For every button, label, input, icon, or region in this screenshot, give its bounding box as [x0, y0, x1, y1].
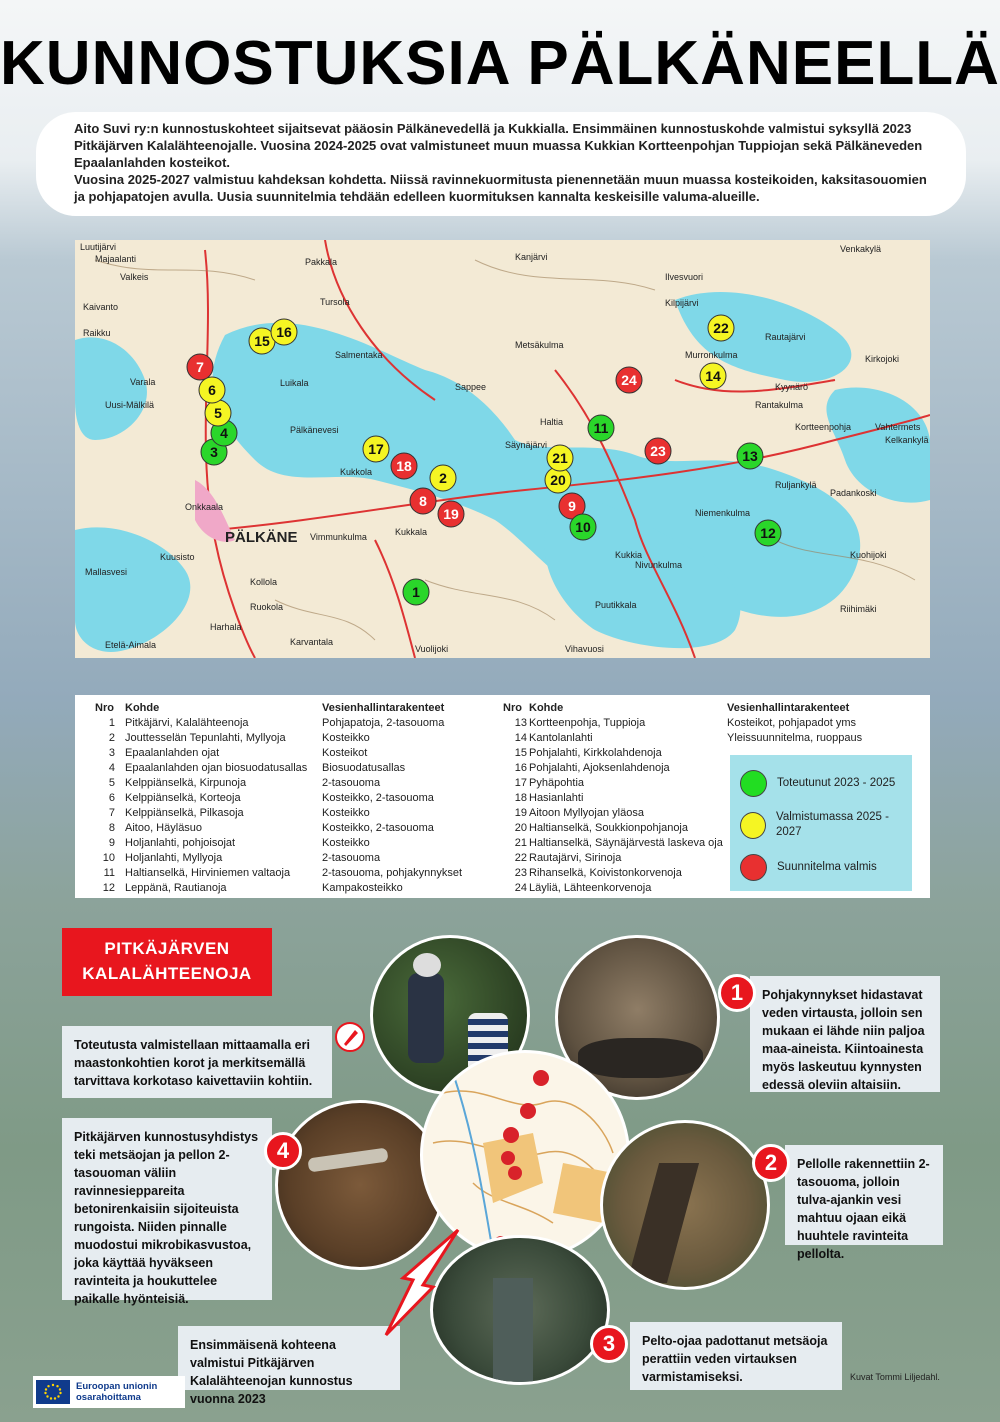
map-place-label: Ruljankylä — [775, 480, 817, 490]
map-marker-6[interactable] — [199, 377, 225, 403]
map-place-label: Puutikkala — [595, 600, 637, 610]
map-marker-number: 3 — [210, 444, 218, 460]
map-marker-number: 14 — [705, 368, 721, 384]
map-marker-number: 13 — [742, 448, 758, 464]
card-item-2 — [785, 1145, 943, 1261]
map-place-label: Ruokola — [250, 602, 284, 612]
map-place-label: Metsäkulma — [515, 340, 564, 350]
map-place-label: Vihavuosi — [565, 644, 604, 654]
map-marker-24[interactable] — [616, 367, 642, 393]
map-marker-number: 22 — [713, 320, 729, 336]
table-cell-kohde: Pohjalahti, Ajoksenlahdenoja — [529, 762, 670, 774]
map-place-label: Kukkia — [615, 550, 643, 560]
card-item-4 — [62, 1118, 272, 1306]
map-place-label: Kirkojoki — [865, 354, 900, 364]
map-marker-number: 21 — [552, 450, 568, 466]
eu-flag-icon — [36, 1380, 70, 1404]
map-place-label: Venkakylä — [840, 244, 882, 254]
map-place-label: Sappee — [455, 382, 487, 392]
table-cell-nro: 19 — [514, 807, 527, 819]
map-place-label: Vimmunkulma — [310, 532, 367, 542]
intro-paragraph-2: Vuosina 2025-2027 valmistuu kahdeksan kohdetta. Niissä ravinnekuormitusta pienennetään muun muassa kosteikoiden, kaksitasouomien ja pohjapatojen avulla. Uusia suunnitelmia tehdään edelleen kuormituksen kannalta keskeisille valuma-alueille. — [74, 172, 927, 204]
table-left-nro-col — [95, 701, 115, 896]
map-marker-16[interactable] — [271, 319, 297, 345]
eu-line2: osarahoittama — [76, 1392, 141, 1403]
map-place-label: Majaalanti — [95, 254, 137, 264]
map-place-label: Kortteenpohja — [795, 422, 852, 432]
eu-line1: Euroopan unionin — [76, 1381, 158, 1392]
table-cell-rakenne: Kosteikot — [322, 747, 368, 759]
map-marker-number: 16 — [276, 324, 292, 340]
table-cell-nro: 22 — [514, 852, 527, 864]
map-place-label: Harhala — [210, 622, 242, 632]
item1-text: Pohjakynnykset hidastavat veden virtausta, jolloin sen mukaan ei lähde niin paljoa maa-aineista. Kiintoainesta myös laskeutuu kynnysten edessä oleviin altaisiin. — [762, 988, 925, 1092]
legend-item-done — [740, 767, 895, 799]
feature-title-tag — [62, 928, 272, 996]
table-left-rakenne-col — [322, 701, 502, 896]
item2-text: Pellolle rakennettiin 2-tasouoma, jolloin tulva-ajankin vesi mahtuu ojaan eikä huuhtele ravinteita pellolta. — [797, 1157, 930, 1261]
map-place-label: Padankoski — [830, 488, 877, 498]
map-place-label: Vuolijoki — [415, 644, 449, 654]
map-marker-23[interactable] — [645, 438, 671, 464]
map-place-label: Onkkaala — [185, 502, 224, 512]
legend-dot-yellow — [740, 812, 766, 839]
table-cell-rakenne: Kosteikko — [322, 807, 370, 819]
feature-title-line1: PITKÄJÄRVEN — [104, 939, 230, 958]
card-item-3 — [630, 1322, 842, 1390]
table-cell-nro: 17 — [514, 777, 527, 789]
map-marker-number: 2 — [439, 470, 447, 486]
eu-text — [76, 1381, 157, 1403]
map-place-label: Kuohijoki — [850, 550, 887, 560]
intro-paragraph-1: Aito Suvi ry:n kunnostuskohteet sijaitsevat pääosin Pälkänevedellä ja Kukkialla. Ensimmäinen kunnostuskohde valmistui syksyllä 2023 Pitkäjärven Kalalähteenojalle. Vuosina 2024-2025 ovat valmistuneet muun muassa Kukkian Kortteenpohjan Tuppiojan sekä Pälkäneveden Epaalanlahden kosteikot. — [74, 121, 923, 170]
map-place-label: Kanjärvi — [515, 252, 548, 262]
pen-icon — [335, 1022, 365, 1052]
table-cell-rakenne: 2-tasouoma — [322, 777, 381, 789]
map-place-label: Kyynärö — [775, 382, 809, 392]
log-shape — [307, 1148, 388, 1173]
map-place-label: Tursola — [320, 297, 350, 307]
table-cell-rakenne: Kosteikot, pohjapadot yms — [727, 717, 857, 729]
map-marker-number: 18 — [396, 458, 412, 474]
table-cell-rakenne: Kosteikko — [322, 837, 370, 849]
map-place-label: Haltia — [540, 417, 564, 427]
map-marker-2[interactable] — [430, 465, 456, 491]
table-cell-kohde: Leppänä, Rautianoja — [125, 882, 227, 894]
map-marker-number: 23 — [650, 443, 666, 459]
eu-stars — [36, 1380, 70, 1404]
table-cell-nro: 18 — [514, 792, 527, 804]
map-marker-5[interactable] — [205, 400, 231, 426]
map-marker-number: 6 — [208, 382, 216, 398]
table-cell-nro: 2 — [108, 732, 115, 744]
table-cell-kohde: Kelppiänselkä, Kirpunoja — [125, 777, 247, 789]
page-title: KUNNOSTUKSIA PÄLKÄNEELLÄ — [0, 29, 1000, 98]
map-place-label: Luutijärvi — [80, 242, 117, 252]
person-figure — [408, 973, 444, 1063]
table-header-kohde-2: Kohde — [529, 702, 564, 714]
table-header-nro: Nro — [95, 702, 114, 714]
map-place-label: Nivunkulma — [635, 560, 683, 570]
map-place-label: Säynäjärvi — [505, 440, 548, 450]
map-marker-22[interactable] — [708, 315, 734, 341]
detail-marker-4 — [501, 1151, 515, 1165]
map-place-label: Kuusisto — [160, 552, 195, 562]
map-marker-number: 4 — [220, 425, 228, 441]
channel-shape — [627, 1163, 699, 1283]
map-place-label: Kelkankylä — [885, 435, 929, 445]
table-cell-nro: 15 — [514, 747, 527, 759]
legend-item-planned — [740, 851, 877, 883]
table-cell-kohde: Jouttesselän Tepunlahti, Myllyoja — [125, 732, 286, 744]
map-place-label: Niemenkulma — [695, 508, 751, 518]
site-table — [75, 695, 930, 898]
table-cell-nro: 12 — [102, 882, 115, 894]
table-cell-nro: 11 — [103, 867, 115, 879]
map-place-label: Luikala — [280, 378, 309, 388]
site-map — [75, 240, 930, 658]
table-cell-kohde: Epaalanlahden ojat — [125, 747, 220, 759]
map-marker-11[interactable] — [588, 415, 614, 441]
table-cell-nro: 23 — [514, 867, 527, 879]
table-cell-kohde: Hasianlahti — [529, 792, 584, 804]
map-svg — [75, 240, 930, 658]
map-marker-number: 7 — [196, 359, 204, 375]
table-cell-kohde: Kantolanlahti — [529, 732, 593, 744]
legend-label: Valmistumassa 2025 - 2027 — [776, 811, 889, 838]
table-cell-rakenne: 2-tasouoma — [322, 852, 381, 864]
map-marker-number: 20 — [550, 472, 566, 488]
badge-4: 4 — [264, 1132, 302, 1170]
map-place-label: Raikku — [83, 328, 111, 338]
map-place-label: Kollola — [250, 577, 278, 587]
table-left-kohde-col — [125, 701, 325, 896]
map-marker-number: 17 — [368, 441, 384, 457]
badge-1: 1 — [718, 974, 756, 1012]
table-cell-rakenne: Kosteikko, 2-tasouoma — [322, 792, 434, 804]
table-cell-kohde: Läyliä, Lähteenkorvenoja — [529, 882, 652, 894]
table-cell-kohde: Holjanlahti, pohjoisojat — [125, 837, 236, 849]
item4-text: Pitkäjärven kunnostusyhdistys teki metsäojan ja pellon 2-tasouoman väliin ravinnesieppareita betonirenkaisiin sijoiteuista rungoista. Niiden pinnalle muodostui mikrobikasvustoa, joka käyttää hyväkseen ravinteita ja houkuttelee paikalle hyönteisiä. — [74, 1130, 259, 1306]
status-legend — [730, 755, 912, 891]
table-cell-kohde: Haltianselkä, Hirviniemen valtaoja — [125, 867, 291, 879]
table-cell-rakenne: Kosteikko — [322, 732, 370, 744]
table-cell-nro: 10 — [102, 852, 115, 864]
detail-marker-1 — [503, 1127, 519, 1143]
map-marker-number: 8 — [419, 493, 427, 509]
map-place-label: Ilvesvuori — [665, 272, 704, 282]
map-place-label: Etelä-Aimala — [105, 640, 157, 650]
table-cell-nro: 4 — [108, 762, 115, 774]
map-marker-number: 11 — [593, 420, 609, 436]
map-marker-number: 9 — [568, 498, 576, 514]
water-pool — [578, 1038, 703, 1078]
map-place-label: Varala — [130, 377, 156, 387]
map-place-label: Pakkala — [305, 257, 338, 267]
table-cell-kohde: Haltianselkä, Soukkionpohjanoja — [529, 822, 688, 834]
table-header-rakenne-2: Vesienhallintarakenteet — [727, 702, 850, 714]
feature-title-line2: KALALÄHTEENOJA — [82, 964, 252, 983]
map-marker-number: 15 — [254, 333, 270, 349]
map-place-label: PÄLKÄNE — [225, 529, 298, 546]
map-marker-number: 12 — [760, 525, 776, 541]
map-marker-7[interactable] — [187, 354, 213, 380]
table-cell-kohde: Aitoo, Häyläsuo — [125, 822, 203, 834]
item3-text: Pelto-ojaa padottanut metsäoja perattiin veden virtauksen varmistamiseksi. — [642, 1334, 828, 1384]
legend-label: Toteutunut 2023 - 2025 — [777, 776, 896, 789]
table-cell-nro: 20 — [514, 822, 527, 834]
card-first-site — [178, 1326, 400, 1406]
table-cell-nro: 6 — [108, 792, 115, 804]
map-marker-19[interactable] — [438, 501, 464, 527]
table-cell-kohde: Pitkäjärvi, Kalalähteenoja — [125, 717, 249, 729]
badge-2: 2 — [752, 1144, 790, 1182]
ditch-water — [493, 1278, 533, 1385]
table-cell-nro: 14 — [514, 732, 527, 744]
table-cell-rakenne: 2-tasouoma, pohjakynnykset — [322, 867, 463, 879]
detail-marker-2 — [508, 1166, 522, 1180]
table-cell-nro: 5 — [108, 777, 115, 789]
detail-marker-1 — [533, 1070, 549, 1086]
table-cell-rakenne: Pohjapatoja, 2-tasouoma — [322, 717, 445, 729]
table-cell-nro: 7 — [108, 807, 115, 819]
map-marker-17[interactable] — [363, 436, 389, 462]
table-cell-nro: 13 — [514, 717, 527, 729]
map-place-label: Valkeis — [120, 272, 149, 282]
first-text: Ensimmäisenä kohteena valmistui Pitkäjärven Kalalähteenojan kunnostus vuonna 2023 — [190, 1338, 353, 1406]
table-cell-kohde: Kelppiänselkä, Korteoja — [125, 792, 241, 804]
table-cell-kohde: Kortteenpohja, Tuppioja — [529, 717, 646, 729]
map-place-label: Salmentaka — [335, 350, 383, 360]
pen-icon-svg — [337, 1024, 363, 1050]
map-place-label: Uusi-Mälkilä — [105, 400, 155, 410]
table-cell-kohde: Haltianselkä, Säynäjärvestä laskeva oja — [529, 837, 723, 849]
map-marker-number: 24 — [621, 372, 637, 388]
map-place-label: Kukkala — [395, 527, 428, 537]
table-cell-nro: 21 — [514, 837, 527, 849]
card-item-1 — [750, 976, 940, 1092]
map-place-label: Murronkulma — [685, 350, 738, 360]
map-marker-13[interactable] — [737, 443, 763, 469]
table-cell-nro: 8 — [108, 822, 115, 834]
table-cell-rakenne: Kosteikko, 2-tasouoma — [322, 822, 434, 834]
legend-label: Suunnitelma valmis — [777, 860, 877, 873]
map-marker-21[interactable] — [547, 445, 573, 471]
map-marker-number: 10 — [575, 519, 591, 535]
table-cell-kohde: Holjanlahti, Myllyoja — [125, 852, 223, 864]
legend-dot-red — [740, 854, 767, 881]
table-right-kohde-col — [529, 701, 729, 896]
card-survey — [62, 1026, 332, 1098]
table-cell-kohde: Pyhäpohtia — [529, 777, 585, 789]
table-cell-kohde: Pohjalahti, Kirkkolahdenoja — [529, 747, 662, 759]
table-header-kohde: Kohde — [125, 702, 160, 714]
map-place-label: Pälkänevesi — [290, 425, 339, 435]
table-cell-nro: 1 — [108, 717, 115, 729]
map-marker-18[interactable] — [391, 453, 417, 479]
map-place-label: Kukkola — [340, 467, 373, 477]
arrow-icon — [378, 1225, 468, 1340]
map-marker-8[interactable] — [410, 488, 436, 514]
map-place-label: Mallasvesi — [85, 567, 128, 577]
table-cell-kohde: Epaalanlahden ojan biosuodatusallas — [125, 762, 308, 774]
table-cell-nro: 3 — [108, 747, 115, 759]
map-marker-number: 5 — [214, 405, 222, 421]
badge-3: 3 — [590, 1325, 628, 1363]
table-cell-rakenne: Kampakosteikko — [322, 882, 403, 894]
detail-marker-1 — [520, 1103, 536, 1119]
map-place-label: Karvantala — [290, 637, 334, 647]
legend-dot-green — [740, 770, 767, 797]
table-cell-rakenne: Biosuodatusallas — [322, 762, 406, 774]
table-cell-kohde: Kelppiänselkä, Pilkasoja — [125, 807, 244, 819]
map-marker-number: 1 — [412, 584, 420, 600]
intro-text — [36, 112, 966, 216]
table-cell-kohde: Rautajärvi, Sirinoja — [529, 852, 622, 864]
map-place-label: Rantakulma — [755, 400, 804, 410]
map-place-label: Kaivanto — [83, 302, 119, 312]
table-cell-kohde: Rihanselkä, Koivistonkorvenoja — [529, 867, 682, 879]
table-cell-nro: 9 — [108, 837, 115, 849]
map-place-label: Riihimäki — [840, 604, 877, 614]
map-marker-number: 19 — [443, 506, 459, 522]
survey-text: Toteutusta valmistellaan mittaamalla eri maastonkohtien korot ja merkitsemällä tarvittava korkotaso kaivettaviin kohtiin. — [74, 1038, 313, 1088]
table-header-nro-2: Nro — [503, 702, 522, 714]
map-place-label: Rautajärvi — [765, 332, 806, 342]
hat-shape — [413, 953, 441, 977]
table-header-rakenne: Vesienhallintarakenteet — [322, 702, 445, 714]
table-cell-nro: 24 — [514, 882, 527, 894]
legend-item-in-progress — [740, 809, 912, 841]
map-place-label: Kilpijärvi — [665, 298, 699, 308]
table-cell-rakenne: Yleissuunnitelma, ruoppaus — [727, 732, 863, 744]
map-marker-12[interactable] — [755, 520, 781, 546]
map-marker-1[interactable] — [403, 579, 429, 605]
map-marker-14[interactable] — [700, 363, 726, 389]
table-cell-nro: 16 — [514, 762, 527, 774]
photo-credit: Kuvat Tommi Liljedahl. — [850, 1372, 940, 1382]
photo-two-stage-channel — [600, 1120, 770, 1290]
map-place-label: Vahtermets — [875, 422, 921, 432]
table-right-nro-col — [503, 701, 527, 896]
map-marker-10[interactable] — [570, 514, 596, 540]
table-cell-kohde: Aitoon Myllyojan yläosa — [529, 807, 644, 819]
eu-funding-logo — [33, 1376, 185, 1408]
